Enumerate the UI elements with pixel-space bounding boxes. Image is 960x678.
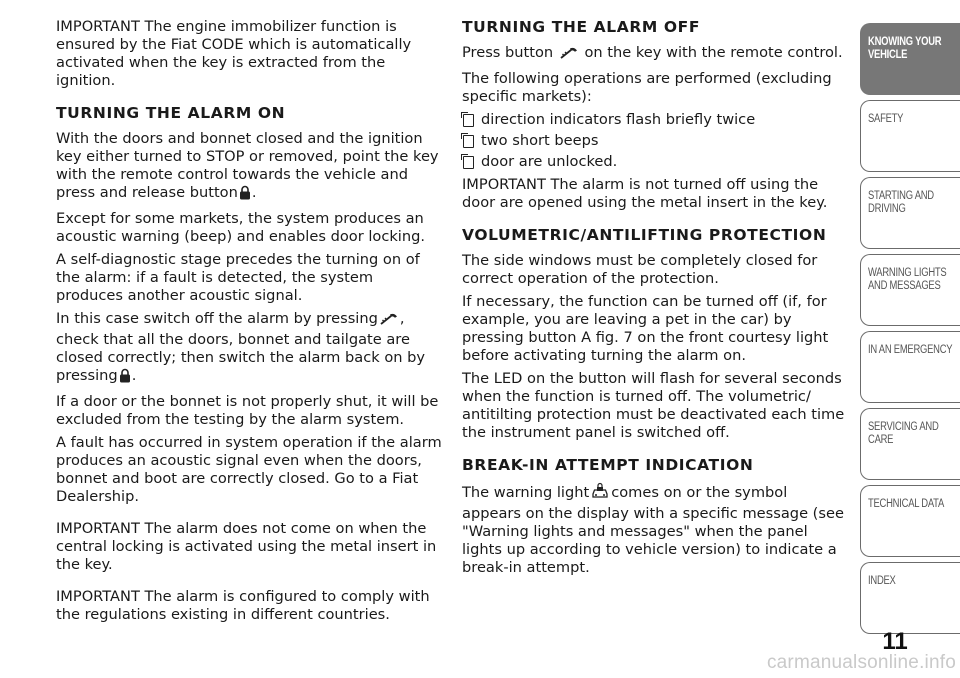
list-item-text: door are unlocked. [481,153,618,170]
switch-off-paragraph [56,310,442,388]
alarm-on-text-end: . [251,184,257,201]
chapter-tabs [860,23,960,635]
warning-light-text: The warning light [462,484,590,501]
self-diagnostic-text: A self-diagnostic stage precedes the turning on of the alarm: if a fault is detected, the system produces another acoustic signal. [56,251,420,304]
bullet-icon [463,135,474,148]
switch-off-text-mid: , check that all the doors, bonnet and tailgate are closed correctly; then switch the alarm back on by pressing [56,310,426,384]
switch-off-text: In this case switch off the alarm by pressing [56,310,378,327]
operations-list [462,111,848,171]
padlock-icon [119,368,131,388]
key-unlock-icon [379,312,399,331]
warning-light-text-end: comes on or the symbol appears on the display with a specific message (see "Warning lights and messages" when the panel lights up according to vehicle version) to indicate a break-in attempt. [462,484,844,576]
car-alarm-icon [590,482,610,505]
tab-in-an-emergency[interactable] [860,331,960,403]
tab-label: INDEX [868,575,896,587]
heading-turning-alarm-off: TURNING THE ALARM OFF [462,18,701,36]
operations-performed-text: The following operations are performed (excluding specific markets): [462,70,832,105]
list-item-text: direction indicators flash briefly twice [481,111,756,128]
tab-label: SERVICING AND CARE [868,421,939,446]
alarm-on-paragraph [56,130,442,205]
press-button-text: Press button [462,44,554,61]
alarm-on-text: With the doors and bonnet closed and the ignition key either turned to STOP or removed, point the key with the remote control towards the vehicle and press and release button [56,130,439,201]
right-column [462,18,848,582]
important-not-turned-off-text: IMPORTANT The alarm is not turned off using the door are opened using the metal insert in the key. [462,176,828,211]
tab-label: STARTING AND DRIVING [868,190,934,215]
watermark: carmanualsonline.info [766,652,956,673]
list-item [462,153,848,171]
heading-volumetric-protection: VOLUMETRIC/ANTILIFTING PROTECTION [462,226,827,244]
tab-safety[interactable] [860,100,960,172]
heading-break-in-attempt: BREAK-IN ATTEMPT INDICATION [462,456,754,474]
page-number: 11 [882,628,908,655]
padlock-icon [239,185,251,205]
heading-turning-alarm-on: TURNING THE ALARM ON [56,104,286,122]
fault-occurred-text: A fault has occurred in system operation if the alarm produces an acoustic signal even when the doors, bonnet and boot are correctly closed. Go to a Fiat Dealership. [56,434,442,505]
list-item [462,111,848,129]
side-windows-text: The side windows must be completely closed for correct operation of the protection. [462,252,818,287]
tab-label: WARNING LIGHTS AND MESSAGES [868,267,947,292]
important-central-locking-text: IMPORTANT The alarm does not come on when the central locking is activated using the metal insert in the key. [56,520,437,573]
list-item [462,132,848,150]
switch-off-text-end: . [131,367,137,384]
tab-technical-data[interactable] [860,485,960,557]
function-turn-off-text: If necessary, the function can be turned off (if, for example, you are leaving a pet in the car) by pressing button A fig. 7 on the front courtesy light before activating turning the alarm on. [462,293,829,364]
important-immobilizer-text: IMPORTANT The engine immobilizer function is ensured by the Fiat CODE which is automatically activated when the key is extracted from the ignition. [56,18,412,89]
tab-label: TECHNICAL DATA [868,498,945,510]
led-flash-text: The LED on the button will flash for several seconds when the function is turned off. The volumetric/ antitilting protection must be deactivated each time the instrument panel is switched off. [462,370,845,441]
tab-starting-and-driving[interactable] [860,177,960,249]
door-not-shut-text: If a door or the bonnet is not properly shut, it will be excluded from the testing by the alarm system. [56,393,439,428]
bullet-icon [463,114,474,127]
bullet-icon [463,156,474,169]
tab-label: KNOWING YOUR VEHICLE [868,36,942,61]
tab-servicing-and-care[interactable] [860,408,960,480]
left-column [56,18,442,629]
tab-knowing-your-vehicle[interactable] [860,23,960,95]
acoustic-warning-text: Except for some markets, the system produces an acoustic warning (beep) and enables door locking. [56,210,426,245]
tab-label: IN AN EMERGENCY [868,344,953,356]
press-button-text-end: on the key with the remote control. [584,44,843,61]
warning-light-paragraph [462,482,848,577]
tab-warning-lights[interactable] [860,254,960,326]
key-unlock-icon [559,46,579,65]
list-item-text: two short beeps [481,132,599,149]
important-regulations-text: IMPORTANT The alarm is configured to comply with the regulations existing in different countries. [56,588,430,623]
tab-label: SAFETY [868,113,904,125]
press-button-paragraph [462,44,848,65]
tab-index[interactable] [860,562,960,634]
